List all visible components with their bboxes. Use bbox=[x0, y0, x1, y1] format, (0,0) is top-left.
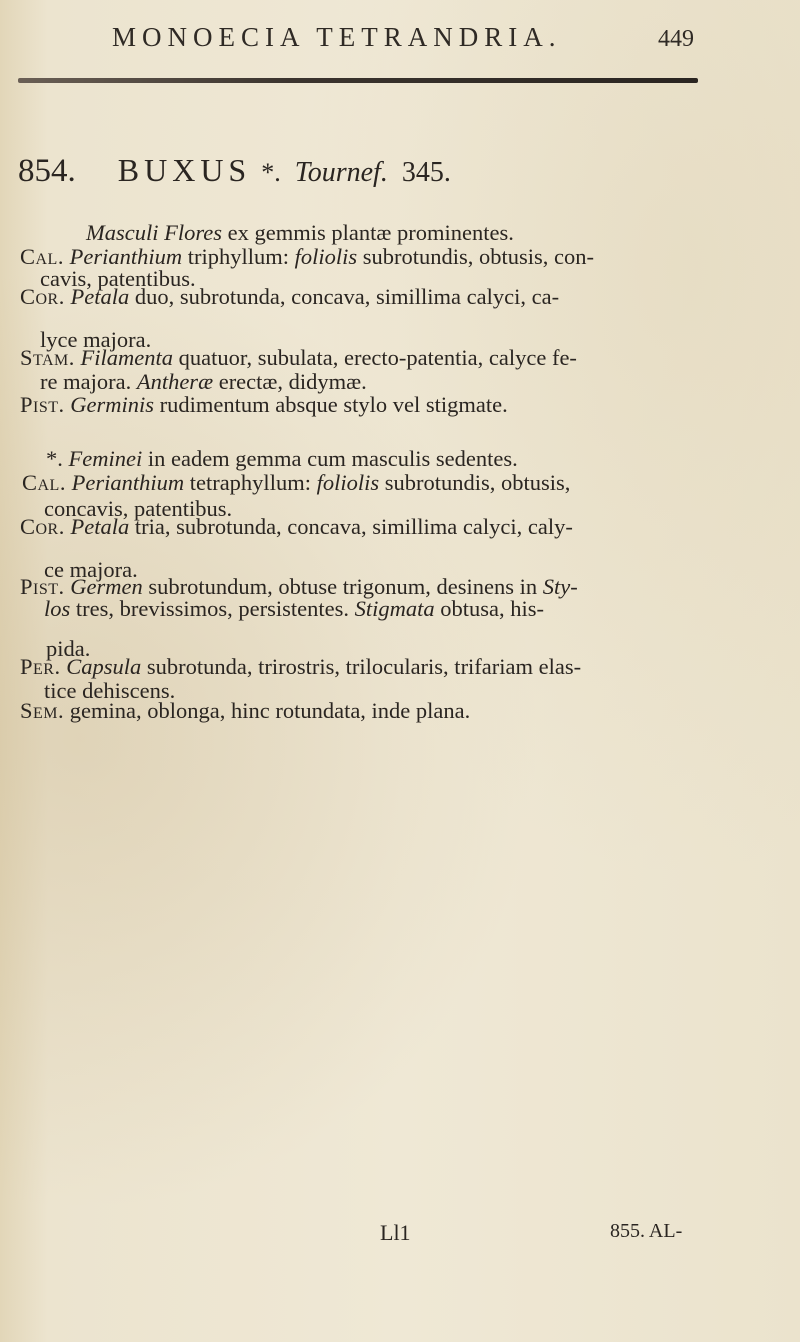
female-pistil-cont-term2: Stigmata bbox=[354, 596, 435, 621]
male-stamens bbox=[20, 345, 577, 371]
male-stamens-label: Stam. bbox=[20, 345, 75, 370]
female-corolla-continuation: ce majora. bbox=[44, 557, 138, 582]
female-intro-mark: *. bbox=[46, 446, 63, 471]
male-pistil bbox=[20, 392, 508, 418]
female-pericarp-continuation: tice dehiscens. bbox=[44, 678, 176, 703]
genus-heading bbox=[18, 152, 718, 190]
female-pistil-label: Pist. bbox=[20, 574, 65, 599]
male-corolla-text: duo, subrotunda, concava, simillima calyci, ca- bbox=[129, 284, 560, 309]
catchword-word: AL- bbox=[648, 1220, 683, 1242]
female-calyx-text2: subrotundis, obtusis, bbox=[379, 470, 571, 495]
female-calyx-continuation: concavis, patentibus. bbox=[44, 496, 233, 521]
male-pistil-term: Germinis bbox=[70, 392, 155, 417]
genus-reference: 345. bbox=[401, 157, 451, 188]
female-pistil-term2: Sty- bbox=[542, 574, 578, 599]
female-pistil-cont-term: los bbox=[44, 596, 71, 621]
female-seeds-text: gemina, oblonga, hinc rotundata, inde plana. bbox=[64, 698, 471, 723]
male-stamens-term: Filamenta bbox=[80, 345, 174, 370]
female-corolla-text: tria, subrotunda, concava, simillima calyci, caly- bbox=[129, 514, 573, 539]
female-intro-text: in eadem gemma cum masculis sedentes. bbox=[142, 446, 518, 471]
male-stamens-text: quatuor, subulata, erecto-patentia, calyce fe- bbox=[173, 345, 577, 370]
male-stamens-cont-text: re majora. bbox=[40, 369, 137, 394]
female-pericarp bbox=[20, 654, 581, 680]
female-corolla-label: Cor. bbox=[20, 514, 65, 539]
female-seeds bbox=[20, 698, 470, 724]
male-stamens-cont-term: Antheræ bbox=[136, 369, 214, 394]
male-pistil-text: rudimentum absque stylo vel stigmate. bbox=[154, 392, 508, 417]
female-pistil-continuation-2: pida. bbox=[46, 636, 91, 661]
genus-name: BUXUS bbox=[117, 152, 252, 188]
header-rule bbox=[18, 78, 698, 83]
male-corolla-continuation: lyce majora. bbox=[40, 327, 152, 352]
male-corolla-term: Petala bbox=[70, 284, 130, 309]
male-intro-term: Masculi Flores bbox=[86, 220, 223, 245]
female-intro-term: Feminei bbox=[68, 446, 143, 471]
female-pistil-continuation bbox=[44, 596, 544, 622]
genus-author: Tournef. bbox=[294, 157, 388, 188]
female-pericarp-text: subrotunda, trirostris, trilocularis, trifariam elas- bbox=[141, 654, 582, 679]
female-pistil-cont-text2: obtusa, his- bbox=[434, 596, 544, 621]
female-calyx-term2: foliolis bbox=[316, 470, 380, 495]
female-pericarp-label: Per. bbox=[20, 654, 61, 679]
genus-asterisk: *. bbox=[261, 158, 281, 187]
female-intro bbox=[46, 446, 518, 472]
male-calyx-text: triphyllum: bbox=[182, 244, 295, 269]
male-calyx-term2: foliolis bbox=[294, 244, 358, 269]
catchword-number: 855. bbox=[610, 1220, 645, 1242]
female-pistil-term: Germen bbox=[70, 574, 143, 599]
male-corolla bbox=[20, 284, 559, 310]
female-seeds-label: Sem. bbox=[20, 698, 65, 723]
male-calyx-term: Perianthium bbox=[69, 244, 183, 269]
male-corolla-label: Cor. bbox=[20, 284, 65, 309]
female-pistil-cont-text: tres, brevissimos, persistentes. bbox=[70, 596, 355, 621]
male-calyx-continuation: cavis, patentibus. bbox=[40, 266, 196, 291]
male-stamens-cont-text2: erectæ, didymæ. bbox=[213, 369, 367, 394]
male-intro-text: ex gemmis plantæ prominentes. bbox=[222, 220, 514, 245]
male-calyx-label: Cal. bbox=[20, 244, 64, 269]
male-pistil-label: Pist. bbox=[20, 392, 65, 417]
male-intro bbox=[86, 220, 514, 246]
page-number: 449 bbox=[658, 26, 694, 52]
catchword bbox=[610, 1220, 682, 1243]
female-calyx-text: tetraphyllum: bbox=[184, 470, 317, 495]
genus-number: 854. bbox=[18, 153, 76, 189]
female-calyx bbox=[22, 470, 570, 496]
running-title: MONOECIA TETRANDRIA. bbox=[112, 22, 562, 52]
female-pericarp-term: Capsula bbox=[66, 654, 142, 679]
female-calyx-term: Perianthium bbox=[71, 470, 185, 495]
male-calyx-text2: subrotundis, obtusis, con- bbox=[357, 244, 594, 269]
female-corolla bbox=[20, 514, 573, 540]
signature-mark: Ll1 bbox=[380, 1220, 411, 1245]
female-corolla-term: Petala bbox=[70, 514, 130, 539]
female-calyx-label: Cal. bbox=[22, 470, 66, 495]
female-pistil-text: subrotundum, obtuse trigonum, desinens in bbox=[142, 574, 543, 599]
